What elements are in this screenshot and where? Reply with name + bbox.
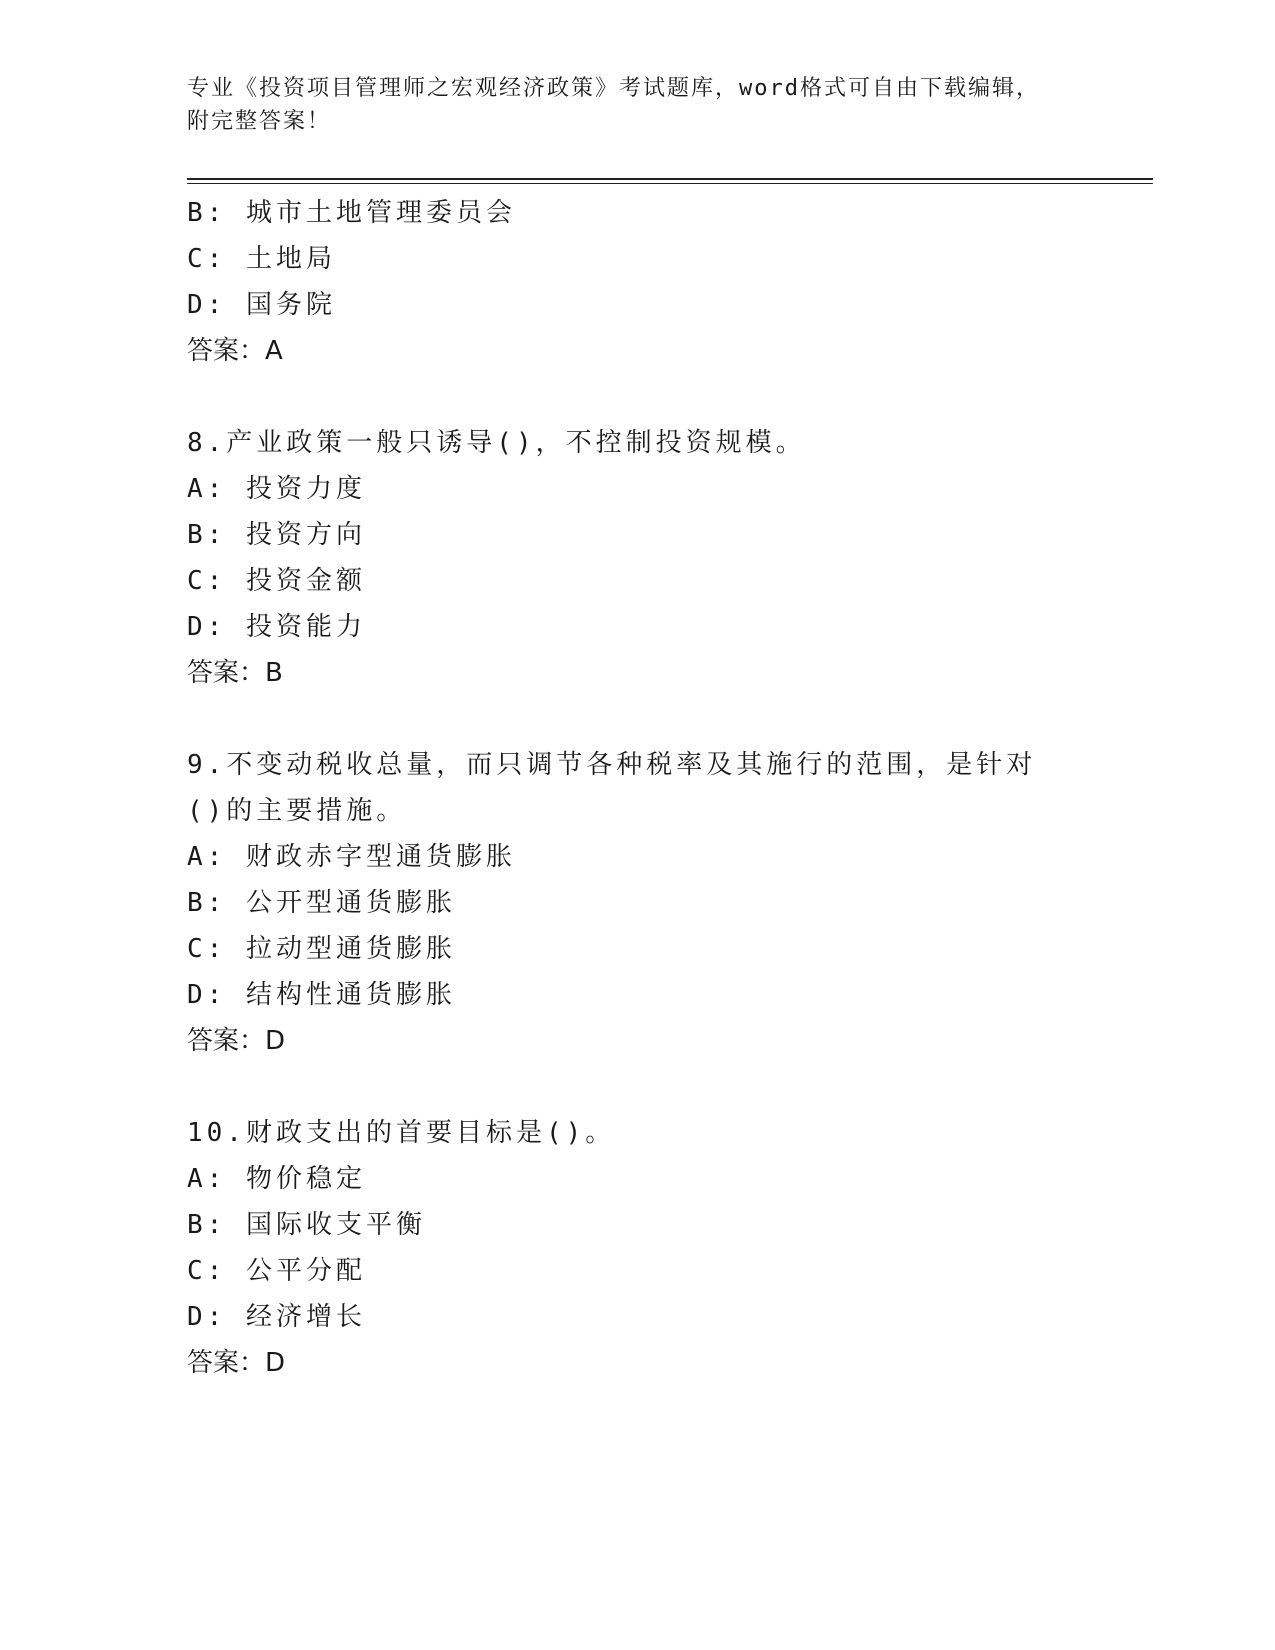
option-d: D: 投资能力	[187, 612, 366, 642]
spacer	[187, 1064, 1127, 1110]
option-c: C: 土地局	[187, 244, 336, 274]
question-9	[187, 742, 1127, 1064]
option-c: C: 拉动型通货膨胀	[187, 934, 456, 964]
option-a: A: 财政赤字型通货膨胀	[187, 842, 516, 872]
answer: 答案：D	[187, 1348, 286, 1378]
answer: 答案：B	[187, 658, 283, 688]
question-10	[187, 1110, 1127, 1386]
option-b: B: 公开型通货膨胀	[187, 888, 456, 918]
question-8	[187, 420, 1127, 696]
option-b: B: 城市土地管理委员会	[187, 198, 516, 228]
option-b: B: 国际收支平衡	[187, 1210, 426, 1240]
spacer	[187, 374, 1127, 420]
option-d: D: 结构性通货膨胀	[187, 980, 456, 1010]
question-text: 9.不变动税收总量，而只调节各种税率及其施行的范围，是针对()的主要措施。	[187, 750, 1037, 826]
option-b: B: 投资方向	[187, 520, 366, 550]
option-d: D: 国务院	[187, 290, 336, 320]
header-divider-thick	[187, 178, 1153, 180]
header-line-1: 专业《投资项目管理师之宏观经济政策》考试题库，word格式可自由下载编辑，	[187, 76, 1040, 101]
document-header	[187, 72, 1087, 138]
option-c: C: 投资金额	[187, 566, 366, 596]
answer: 答案：D	[187, 1026, 286, 1056]
option-a: A: 投资力度	[187, 474, 366, 504]
option-d: D: 经济增长	[187, 1302, 366, 1332]
header-divider-thin	[187, 183, 1153, 184]
question-text: 10.财政支出的首要目标是()。	[187, 1118, 616, 1148]
question-7-tail	[187, 190, 1127, 374]
answer: 答案：A	[187, 336, 283, 366]
option-c: C: 公平分配	[187, 1256, 366, 1286]
question-text: 8.产业政策一般只诱导()，不控制投资规模。	[187, 428, 806, 458]
option-a: A: 物价稳定	[187, 1164, 366, 1194]
spacer	[187, 696, 1127, 742]
question-list	[187, 190, 1127, 1386]
header-line-2: 附完整答案！	[187, 109, 332, 134]
